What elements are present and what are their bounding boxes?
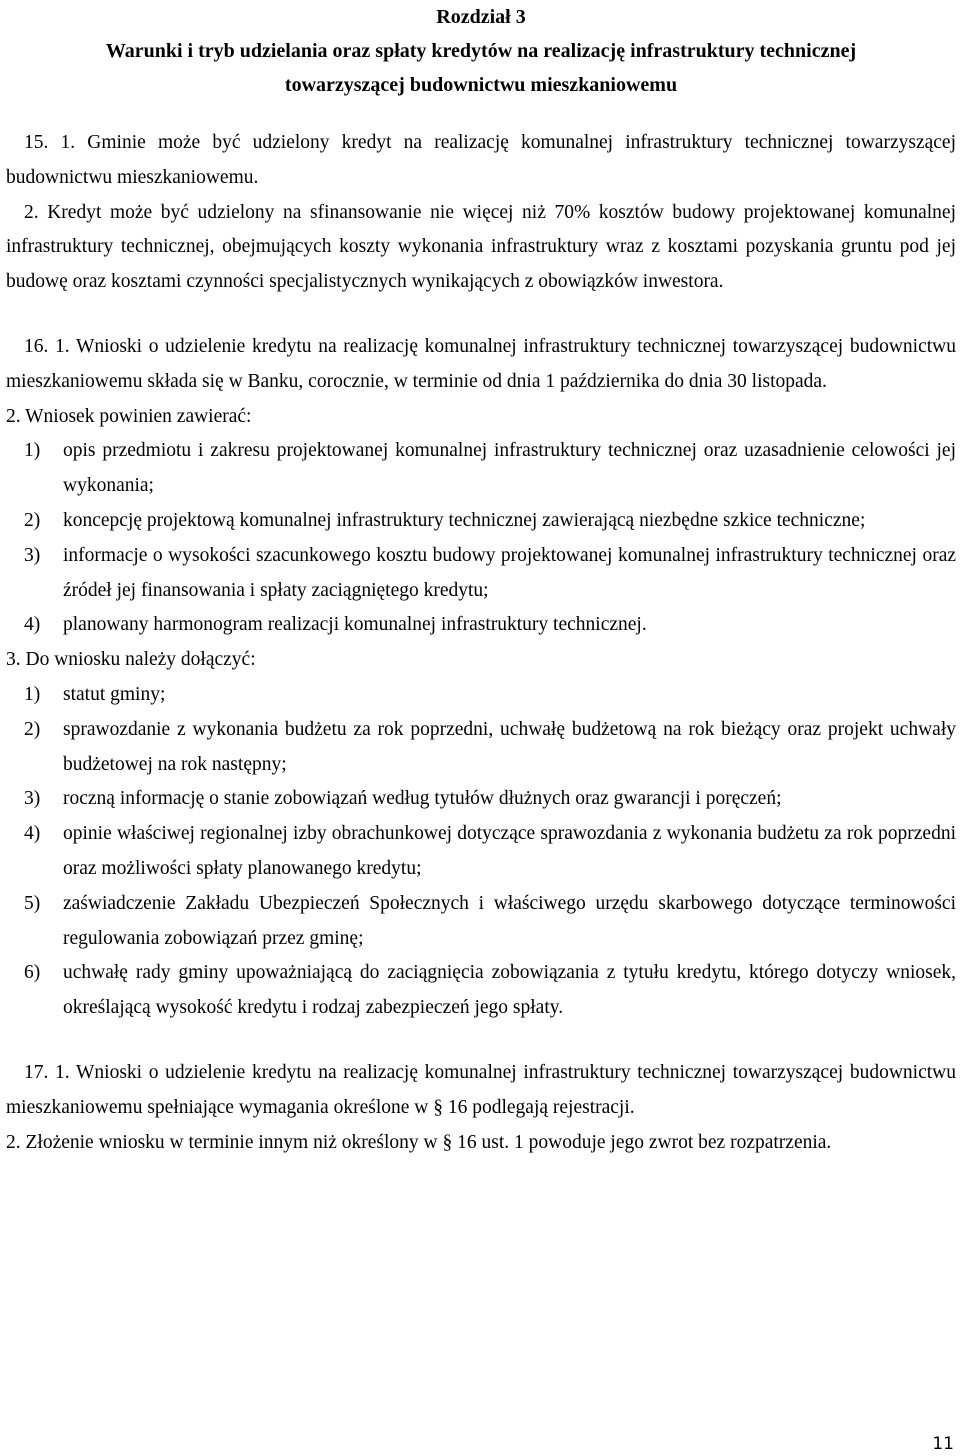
paragraph-16-3: 3. Do wniosku należy dołączyć: — [6, 649, 256, 671]
list-item-text: roczną informację o stanie zobowiązań według tytułów dłużnych oraz gwarancji i poręczeń; — [63, 788, 782, 810]
list-item-number: 5) — [24, 892, 41, 914]
list-item-text: statut gminy; — [63, 683, 166, 705]
list-item-number: 4) — [24, 823, 41, 845]
page-number: 11 — [932, 1434, 954, 1454]
list-item-number: 6) — [24, 962, 41, 984]
document-page — [6, 0, 956, 1160]
chapter-number: Rozdział 3 — [436, 6, 526, 28]
list-item — [6, 504, 956, 539]
list-item-text: opinie właściwej regionalnej izby obrachunkowej dotyczące sprawozdania z wykonania budżetu za rok poprzedni oraz możliwości spłaty planowanego kredytu; — [63, 823, 956, 879]
list-item — [6, 678, 956, 713]
chapter-title-line1: Warunki i tryb udzielania oraz spłaty kredytów na realizację infrastruktury technicznej — [105, 40, 857, 62]
paragraph-15-1: 15. 1. Gminie może być udzielony kredyt na realizację komunalnej infrastruktury technicznej towarzyszącej budownictwu mieszkaniowemu. — [6, 132, 956, 188]
chapter-title-line2: towarzyszącej budownictwu mieszkaniowemu — [284, 74, 678, 96]
list-item-text: zaświadczenie Zakładu Ubezpieczeń Społecznych i właściwego urzędu skarbowego dotyczące terminowości regulowania zobowiązań przez gminę; — [63, 892, 956, 949]
list-item-number: 3) — [24, 544, 41, 566]
list-item — [6, 434, 956, 504]
list-item — [6, 782, 956, 817]
paragraph-17-2: 2. Złożenie wniosku w terminie innym niż określony w § 16 ust. 1 powoduje jego zwrot bez rozpatrzenia. — [6, 1131, 832, 1153]
list-item-text: koncepcję projektową komunalnej infrastruktury technicznej zawierającą niezbędne szkice techniczne; — [63, 509, 866, 531]
list-item-text: informacje o wysokości szacunkowego kosztu budowy projektowanej komunalnej infrastruktury technicznej oraz źródeł jej finansowania i spłaty zaciągniętego kredytu; — [63, 544, 956, 601]
list-item-text: uchwałę rady gminy upoważniającą do zaciągnięcia zobowiązania z tytułu kredytu, którego dotyczy wniosek, określającą wysokość kredytu i rodzaj zabezpieczeń jego spłaty. — [63, 962, 956, 1019]
list-item — [6, 956, 956, 1026]
list-item-number: 1) — [24, 683, 41, 705]
list-item-text: sprawozdanie z wykonania budżetu za rok poprzedni, uchwałę budżetową na rok bieżący oraz projekt uchwały budżetowej na rok następny; — [63, 718, 956, 775]
list-item-number: 3) — [24, 788, 41, 810]
paragraph-16-1: 16. 1. Wnioski o udzielenie kredytu na realizację komunalnej infrastruktury technicznej towarzyszącej budownictwu mieszkaniowemu składa się w Banku, corocznie, w terminie od dnia 1 października do dnia 30 listopada. — [6, 335, 956, 392]
list-item — [6, 817, 956, 887]
list-item-text: planowany harmonogram realizacji komunalnej infrastruktury technicznej. — [63, 614, 647, 636]
chapter-heading — [6, 0, 956, 102]
paragraph-16-2: 2. Wniosek powinien zawierać: — [6, 405, 252, 427]
list-item-number: 2) — [24, 509, 41, 531]
paragraph-15-2: 2. Kredyt może być udzielony na sfinansowanie nie więcej niż 70% kosztów budowy projektowanej komunalnej infrastruktury technicznej, obejmujących koszty wykonania infrastruktury wraz z kosztami pozyskania gruntu pod jej budowę oraz kosztami czynności specjalistycznych wynikających z obowiązków inwestora. — [6, 201, 956, 293]
list-item-number: 2) — [24, 718, 41, 740]
list-item-number: 4) — [24, 614, 41, 636]
list-item — [6, 887, 956, 957]
list-item — [6, 539, 956, 609]
list-item-text: opis przedmiotu i zakresu projektowanej komunalnej infrastruktury technicznej oraz uzasadnienie celowości jej wykonania; — [63, 440, 956, 497]
list-item — [6, 608, 956, 643]
paragraph-17-1: 17. 1. Wnioski o udzielenie kredytu na realizację komunalnej infrastruktury technicznej towarzyszącej budownictwu mieszkaniowemu spełniające wymagania określone w § 16 podlegają rejestracji. — [6, 1061, 956, 1118]
list-item-number: 1) — [24, 440, 41, 462]
list-item — [6, 713, 956, 783]
